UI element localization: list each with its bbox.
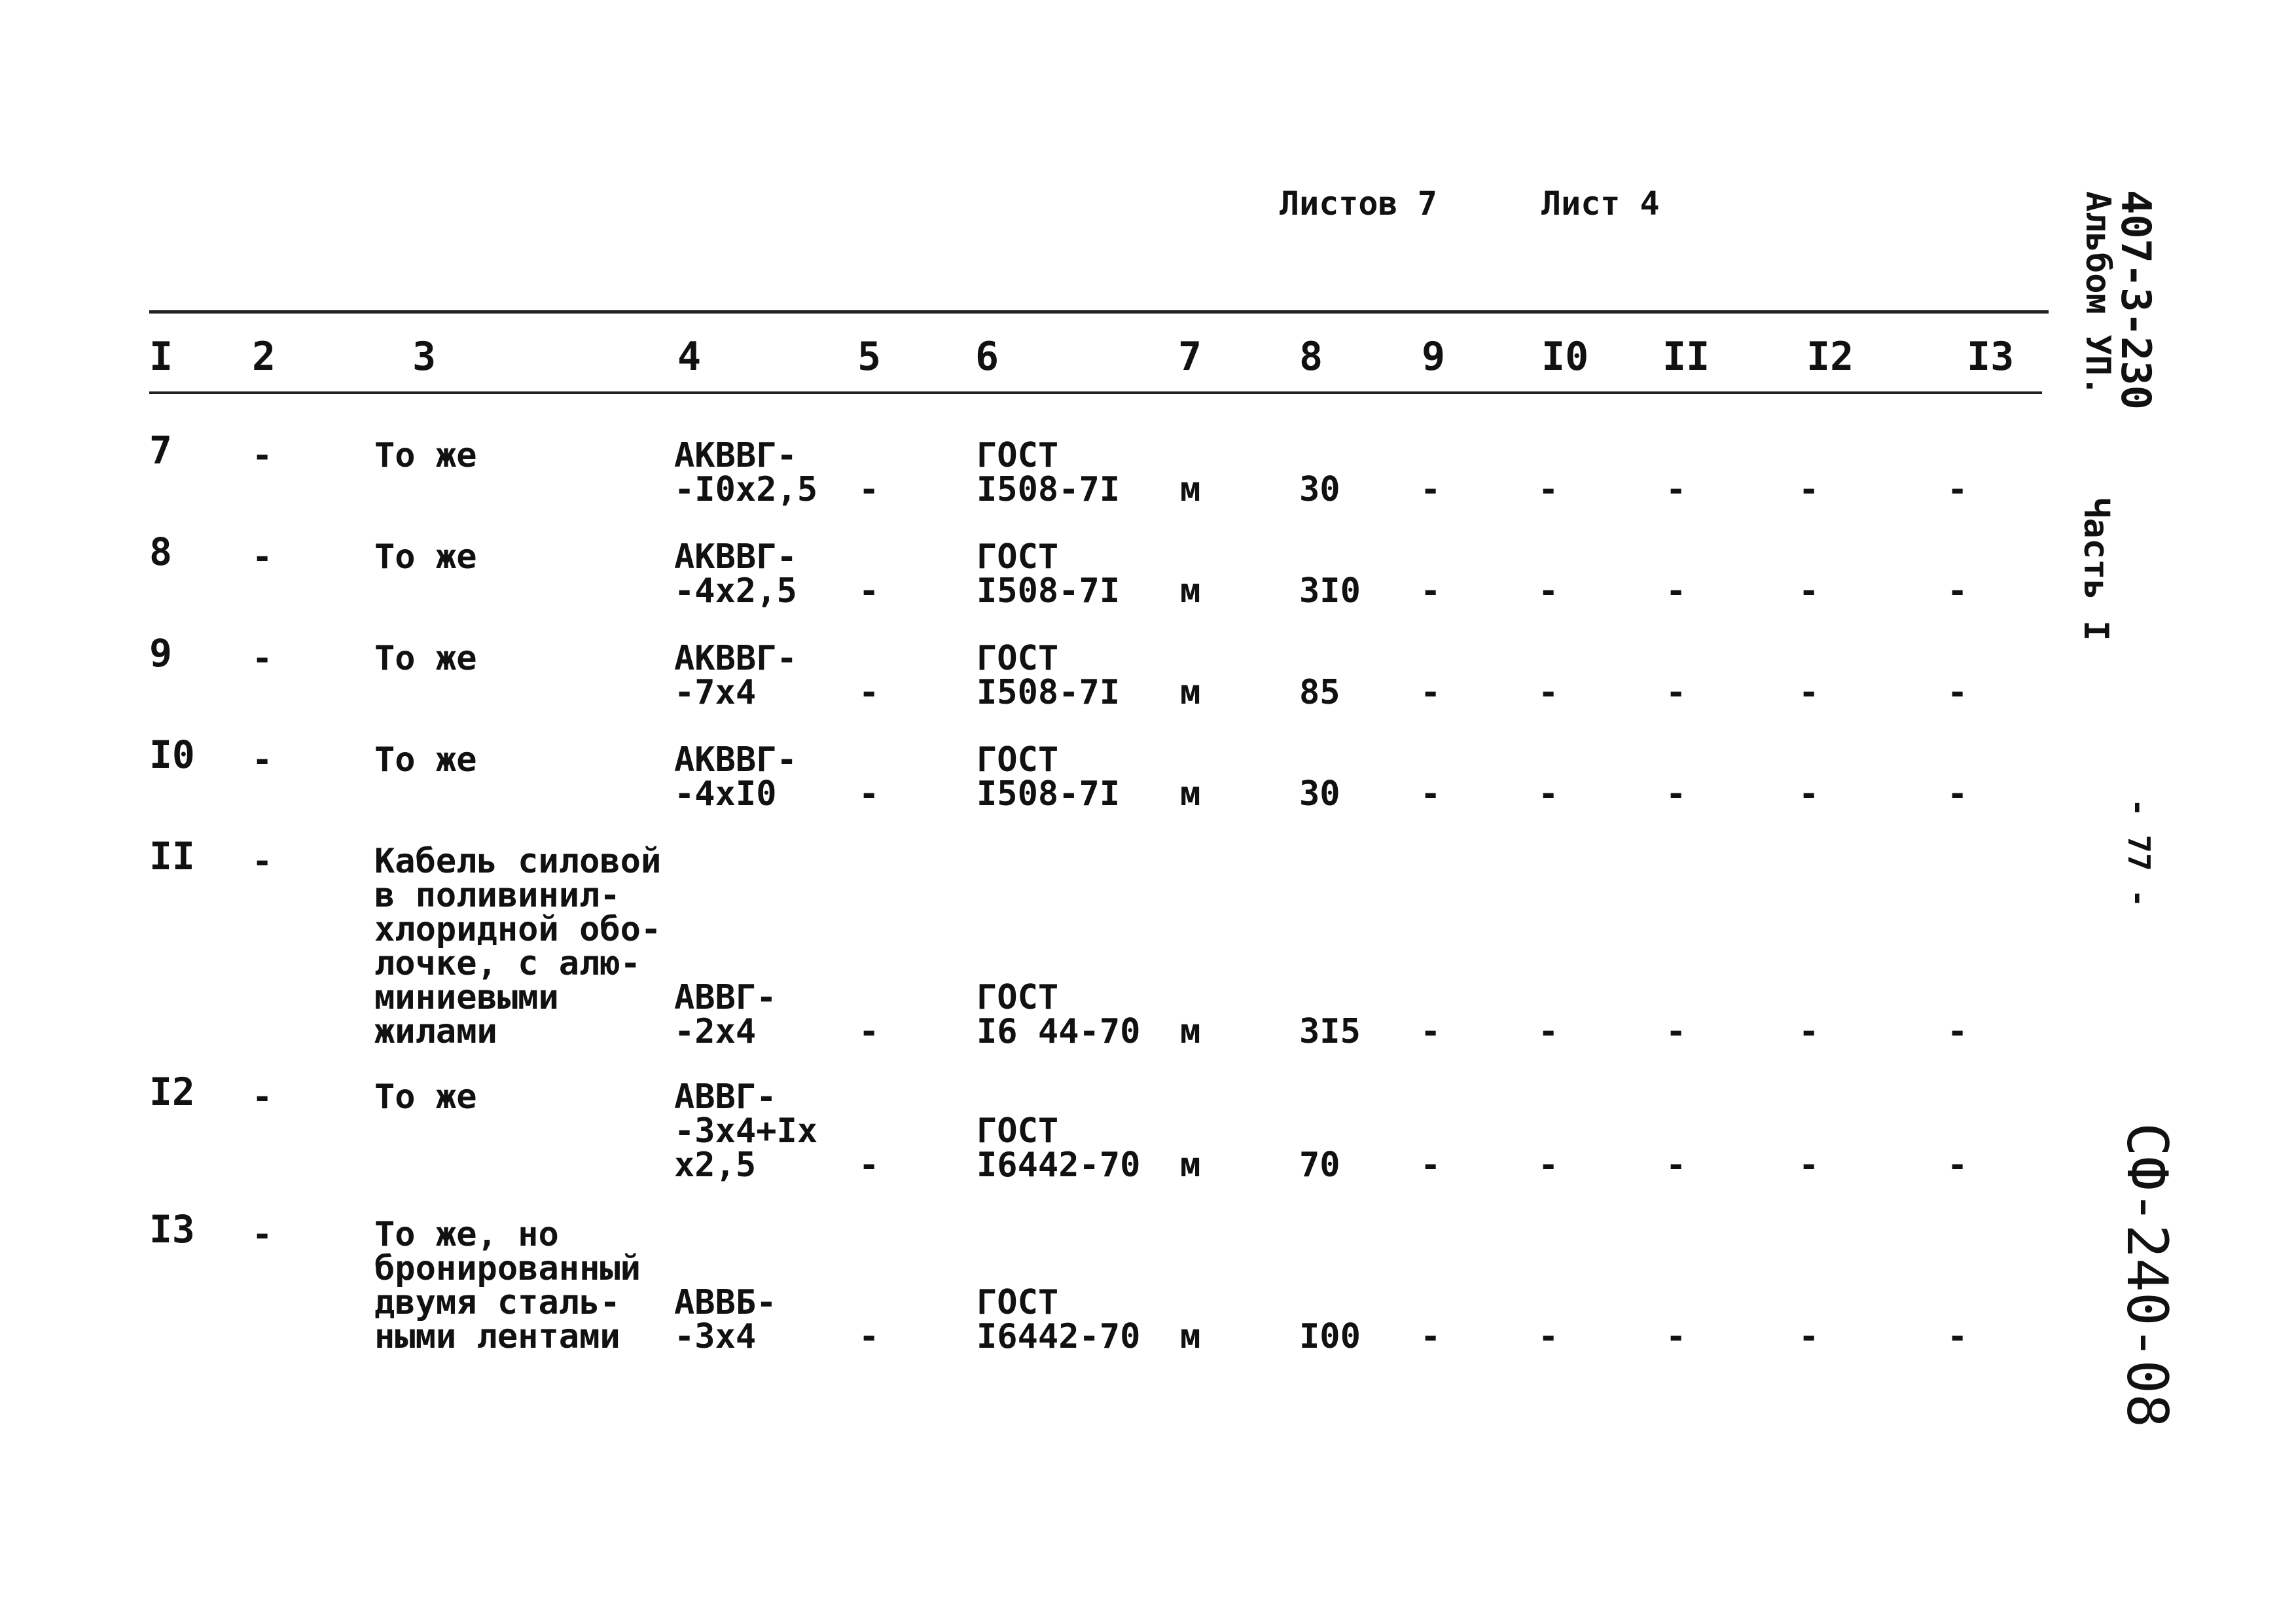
cell-cable-mark: -3x4 bbox=[674, 1317, 757, 1356]
cell-c11: - bbox=[1666, 1012, 1687, 1051]
column-header: II bbox=[1662, 334, 1710, 380]
cell-quantity: 30 bbox=[1299, 470, 1340, 509]
cell-c10: - bbox=[1538, 1317, 1559, 1356]
cell-standard: ГОСТ bbox=[977, 537, 1059, 577]
cell-c9: - bbox=[1420, 673, 1441, 712]
column-header: 4 bbox=[677, 334, 702, 380]
column-header: 8 bbox=[1299, 334, 1323, 380]
sheet-number: Лист 4 bbox=[1541, 185, 1660, 223]
cell-description: жилами bbox=[374, 1012, 497, 1051]
cell-col5: - bbox=[859, 571, 880, 611]
row-number: II bbox=[149, 834, 195, 878]
stamp-part: Часть I bbox=[2076, 497, 2115, 641]
cell-c11: - bbox=[1666, 1317, 1687, 1356]
cell-cable-mark: -4x2,5 bbox=[674, 571, 797, 611]
column-header: 9 bbox=[1422, 334, 1446, 380]
cell-unit: м bbox=[1180, 571, 1201, 611]
stamp-page-mark: - 77 - bbox=[2121, 799, 2157, 908]
cell-quantity: 85 bbox=[1299, 673, 1340, 712]
row-number: 7 bbox=[149, 428, 172, 473]
cell-standard: ГОСТ bbox=[977, 740, 1059, 780]
cell-c12: - bbox=[1799, 1317, 1820, 1356]
cell-standard: I6 44-70 bbox=[977, 1012, 1141, 1051]
cell-col2: - bbox=[252, 1215, 273, 1254]
cell-unit: м bbox=[1180, 1317, 1201, 1356]
cell-description: лочке, с алю- bbox=[374, 944, 641, 983]
cell-c9: - bbox=[1420, 1317, 1441, 1356]
cell-unit: м bbox=[1180, 1012, 1201, 1051]
cell-standard: I508-7I bbox=[977, 470, 1121, 509]
stamp-code: 407-3-230 bbox=[2112, 190, 2160, 410]
column-header: 7 bbox=[1178, 334, 1202, 380]
cell-c11: - bbox=[1666, 673, 1687, 712]
column-header: 5 bbox=[857, 334, 882, 380]
stamp-doc-code: СФ-240-08 bbox=[2114, 1123, 2179, 1428]
cell-unit: м bbox=[1180, 1146, 1201, 1185]
cell-cable-mark: АКВВГ- bbox=[674, 639, 797, 678]
cell-c13: - bbox=[1947, 1012, 1968, 1051]
column-header: 3 bbox=[412, 334, 437, 380]
cell-c12: - bbox=[1799, 571, 1820, 611]
cell-c9: - bbox=[1420, 1146, 1441, 1185]
cell-standard: ГОСТ bbox=[977, 1283, 1059, 1322]
cell-col2: - bbox=[252, 842, 273, 881]
cell-cable-mark: x2,5 bbox=[674, 1146, 757, 1185]
row-number: I3 bbox=[149, 1207, 195, 1252]
cell-standard: I6442-70 bbox=[977, 1317, 1141, 1356]
cell-c13: - bbox=[1947, 571, 1968, 611]
sheets-total: Листов 7 bbox=[1280, 185, 1437, 223]
cell-description: То же, но bbox=[374, 1215, 559, 1254]
column-header: 6 bbox=[975, 334, 999, 380]
cell-cable-mark: АКВВГ- bbox=[674, 537, 797, 577]
cell-c9: - bbox=[1420, 571, 1441, 611]
cell-description: То же bbox=[374, 1077, 477, 1117]
cell-c10: - bbox=[1538, 1146, 1559, 1185]
cell-cable-mark: АВВБ- bbox=[674, 1283, 777, 1322]
cell-c9: - bbox=[1420, 1012, 1441, 1051]
cell-quantity: 3I5 bbox=[1299, 1012, 1361, 1051]
cell-standard: I508-7I bbox=[977, 673, 1121, 712]
cell-cable-mark: -I0x2,5 bbox=[674, 470, 818, 509]
cell-description: ными лентами bbox=[374, 1317, 620, 1356]
cell-col5: - bbox=[859, 470, 880, 509]
cell-cable-mark: -4xI0 bbox=[674, 774, 777, 814]
cell-quantity: 30 bbox=[1299, 774, 1340, 814]
cell-col5: - bbox=[859, 1146, 880, 1185]
cell-c12: - bbox=[1799, 470, 1820, 509]
cell-c13: - bbox=[1947, 673, 1968, 712]
cell-quantity: 70 bbox=[1299, 1146, 1340, 1185]
cell-col2: - bbox=[252, 537, 273, 577]
cell-description: бронированный bbox=[374, 1249, 641, 1288]
top-rule bbox=[149, 310, 2049, 314]
cell-col2: - bbox=[252, 740, 273, 780]
column-header: I3 bbox=[1967, 334, 2015, 380]
cell-standard: ГОСТ bbox=[977, 1111, 1059, 1151]
cell-description: То же bbox=[374, 436, 477, 475]
cell-c13: - bbox=[1947, 1146, 1968, 1185]
stamp-album: Альбом УП. bbox=[2078, 191, 2117, 397]
cell-standard: I6442-70 bbox=[977, 1146, 1141, 1185]
cell-quantity: 3I0 bbox=[1299, 571, 1361, 611]
row-number: 9 bbox=[149, 631, 172, 676]
cell-unit: м bbox=[1180, 470, 1201, 509]
cell-c9: - bbox=[1420, 774, 1441, 814]
cell-col5: - bbox=[859, 774, 880, 814]
cell-cable-mark: АВВГ- bbox=[674, 1077, 777, 1117]
cell-c12: - bbox=[1799, 774, 1820, 814]
column-header: I2 bbox=[1806, 334, 1854, 380]
cell-c10: - bbox=[1538, 673, 1559, 712]
cell-standard: ГОСТ bbox=[977, 436, 1059, 475]
cell-c13: - bbox=[1947, 470, 1968, 509]
cell-description: То же bbox=[374, 537, 477, 577]
row-number: I0 bbox=[149, 732, 195, 777]
cell-cable-mark: АВВГ- bbox=[674, 978, 777, 1017]
column-header: I bbox=[149, 334, 173, 380]
cell-c12: - bbox=[1799, 1012, 1820, 1051]
cell-c10: - bbox=[1538, 470, 1559, 509]
column-header: I0 bbox=[1541, 334, 1589, 380]
cell-unit: м bbox=[1180, 673, 1201, 712]
cell-description: в поливинил- bbox=[374, 876, 620, 915]
cell-c11: - bbox=[1666, 1146, 1687, 1185]
cell-col5: - bbox=[859, 1317, 880, 1356]
cell-description: То же bbox=[374, 639, 477, 678]
cell-c12: - bbox=[1799, 673, 1820, 712]
cell-standard: ГОСТ bbox=[977, 639, 1059, 678]
cell-description: хлоридной обо- bbox=[374, 910, 662, 949]
cell-quantity: I00 bbox=[1299, 1317, 1361, 1356]
cell-standard: I508-7I bbox=[977, 571, 1121, 611]
cell-col5: - bbox=[859, 1012, 880, 1051]
cell-c12: - bbox=[1799, 1146, 1820, 1185]
cell-c11: - bbox=[1666, 571, 1687, 611]
cell-description: То же bbox=[374, 740, 477, 780]
cell-col5: - bbox=[859, 673, 880, 712]
cell-c10: - bbox=[1538, 571, 1559, 611]
column-header: 2 bbox=[252, 334, 276, 380]
cell-cable-mark: АКВВГ- bbox=[674, 436, 797, 475]
cell-standard: I508-7I bbox=[977, 774, 1121, 814]
cell-c10: - bbox=[1538, 1012, 1559, 1051]
row-number: 8 bbox=[149, 530, 172, 574]
cell-c11: - bbox=[1666, 470, 1687, 509]
cell-c10: - bbox=[1538, 774, 1559, 814]
row-number: I2 bbox=[149, 1070, 195, 1114]
cell-unit: м bbox=[1180, 774, 1201, 814]
cell-col2: - bbox=[252, 639, 273, 678]
cell-description: Кабель силовой bbox=[374, 842, 662, 881]
cell-cable-mark: -2x4 bbox=[674, 1012, 757, 1051]
cell-description: двумя сталь- bbox=[374, 1283, 620, 1322]
cell-c9: - bbox=[1420, 470, 1441, 509]
header-rule bbox=[149, 391, 2042, 394]
cell-c13: - bbox=[1947, 774, 1968, 814]
cell-col2: - bbox=[252, 436, 273, 475]
cell-cable-mark: -3x4+Ix bbox=[674, 1111, 818, 1151]
cell-cable-mark: АКВВГ- bbox=[674, 740, 797, 780]
cell-cable-mark: -7x4 bbox=[674, 673, 757, 712]
cell-c11: - bbox=[1666, 774, 1687, 814]
cell-c13: - bbox=[1947, 1317, 1968, 1356]
cell-col2: - bbox=[252, 1077, 273, 1117]
cell-description: миниевыми bbox=[374, 978, 559, 1017]
cell-standard: ГОСТ bbox=[977, 978, 1059, 1017]
